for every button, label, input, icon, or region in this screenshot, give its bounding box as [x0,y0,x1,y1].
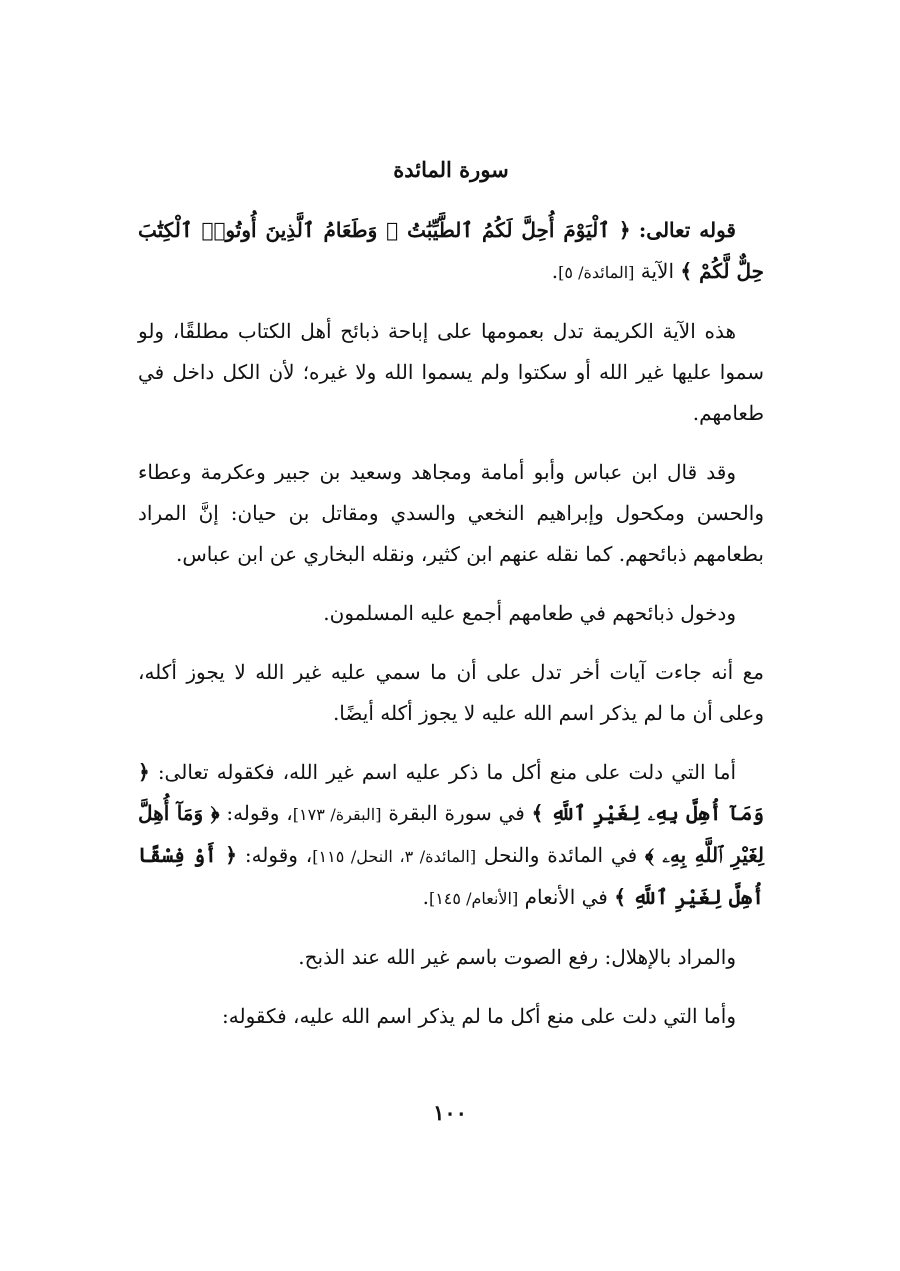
page-number: ١٠٠ [433,1100,467,1125]
paragraph-7: وأما التي دلت على منع أكل ما لم يذكر اسم الله عليه، فكقوله: [222,1004,736,1028]
paragraph-2: وقد قال ابن عباس وأبو أمامة ومجاهد وسعيد بن جبير وعكرمة وعطاء والحسن ومكحول وإبراهيم النخعي والسدي ومقاتل بن حيان: إنَّ المراد بطعامهم ذبائحهم. كما نقله عنهم ابن كثير، ونقله البخاري عن ابن عباس. [138,460,764,566]
p5-text-1: أما التي دلت على منع أكل ما ذكر عليه اسم غير الله، فكقوله تعالى: [157,760,736,784]
p5-text-3: ، وقوله: [226,801,293,825]
verse-reference: [المائدة/ ٥] [558,263,635,282]
page-title: سورة المائدة [393,157,509,182]
p5-text-7: . [422,885,429,909]
paragraph-6: والمراد بالإهلال: رفع الصوت باسم غير الله عند الذبح. [298,945,736,969]
paragraph-4: مع أنه جاءت آيات أخر تدل على أن ما سمي عليه غير الله لا يجوز أكله، وعلى أن ما لم يذكر اسم الله عليه لا يجوز أكله أيضًا. [138,660,764,725]
quran-verse: ﴿ ٱلْيَوْمَ أُحِلَّ لَكُمُ ٱلطَّيِّبَٰتُ ۖ وَطَعَامُ ٱلَّذِينَ أُوتُوا۟ ٱلْكِتَٰبَ حِلٌّ لَّكُمْ ﴾ [138,218,764,283]
verse-reference-1: [البقرة/ ١٧٣] [292,805,382,824]
intro-paragraph [138,210,764,293]
p5-text-4: في المائدة والنحل [483,843,638,867]
page-body [138,150,764,1037]
quran-verse-2: ﴿ وَمَآ أُهِلَّ لِغَيْرِ ٱللَّهِ بِهِۦ ﴾ [138,801,764,867]
paragraph-3: ودخول ذبائحهم في طعامهم أجمع عليه المسلمون. [323,601,736,625]
verse-reference-3: [الأنعام/ ١٤٥] [428,889,519,908]
paragraph-1: هذه الآية الكريمة تدل بعمومها على إباحة ذبائح أهل الكتاب مطلقًا، ولو سموا عليها غير الله أو سكتوا ولم يسموا الله ولا غيره؛ لأن الكل داخل في طعامهم. [138,319,764,425]
quran-verse-3: ﴿ أَوْ فِسْقًا أُهِلَّ لِغَيْرِ ٱللَّهِ ﴾ [138,843,764,909]
intro-end: . [551,259,559,283]
paragraph-5 [138,752,764,919]
quran-verse-1: ﴿ وَمَآ أُهِلَّ بِهِۦ لِغَيْرِ ٱللَّهِ ﴾ [138,760,765,825]
intro-after: الآية [640,259,675,283]
verse-reference-2: [المائدة/ ٣، النحل/ ١١٥] [312,847,477,866]
intro-lead: قوله تعالى: [638,218,736,242]
p5-text-5: ، وقوله: [244,843,313,867]
p5-text-6: في الأنعام [524,885,608,909]
p5-text-2: في سورة البقرة [388,801,525,825]
